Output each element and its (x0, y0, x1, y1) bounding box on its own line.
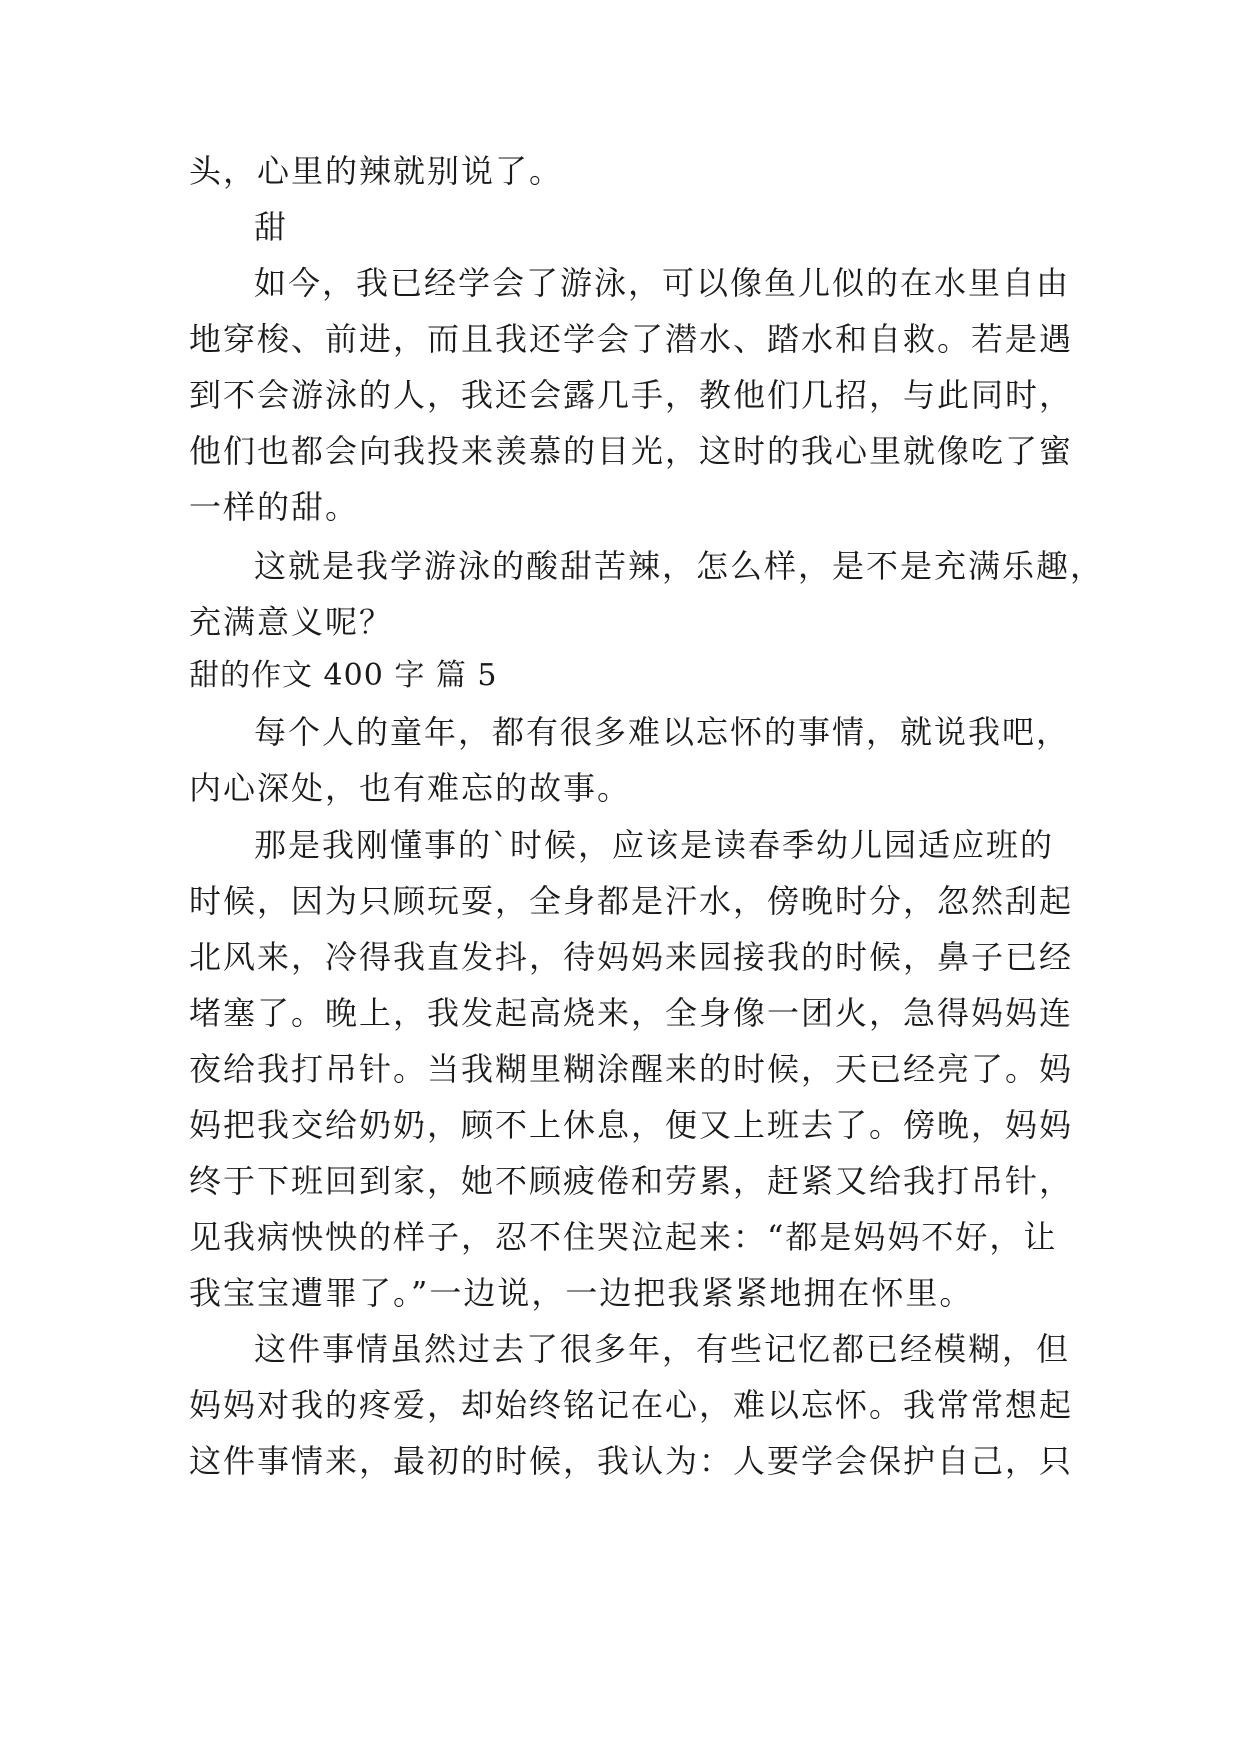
text-line: 这件事情虽然过去了很多年，有些记忆都已经模糊，但 (254, 1330, 1071, 1368)
essay-heading: 甜的作文 400 字 篇 5 (189, 658, 498, 693)
text-line: 他们也都会向我投来羡慕的目光，这时的我心里就像吃了蜜 (189, 432, 1074, 470)
text-line: 每个人的童年，都有很多难以忘怀的事情，就说我吧， (254, 713, 1071, 751)
text-line: 这件事情来，最初的时候，我认为：人要学会保护自己，只 (189, 1442, 1074, 1480)
text-line: 内心深处，也有难忘的故事。 (189, 769, 632, 807)
text-line: 北风来，冷得我直发抖，待妈妈来园接我的时候，鼻子已经 (189, 938, 1074, 976)
text-line: 时候，因为只顾玩耍，全身都是汗水，傍晚时分，忽然刮起 (189, 882, 1074, 920)
text-line: 一样的甜。 (189, 488, 360, 526)
text-line: 充满意义呢？ (189, 603, 394, 641)
text-line: 我宝宝遭罪了。”一边说，一边把我紧紧地拥在怀里。 (189, 1274, 974, 1312)
text-line: 妈把我交给奶奶，顾不上休息，便又上班去了。傍晚，妈妈 (189, 1106, 1074, 1144)
text-line: 到不会游泳的人，我还会露几手，教他们几招，与此同时， (189, 376, 1074, 414)
text-line: 妈妈对我的疼爱，却始终铭记在心，难以忘怀。我常常想起 (189, 1386, 1074, 1424)
text-line: 地穿梭、前进，而且我还学会了潜水、踏水和自救。若是遇 (189, 320, 1074, 358)
text-line: 终于下班回到家，她不顾疲倦和劳累，赶紧又给我打吊针， (189, 1162, 1074, 1200)
text-line: 如今，我已经学会了游泳，可以像鱼儿似的在水里自由 (254, 264, 1071, 302)
text-line: 这就是我学游泳的酸甜苦辣，怎么样，是不是充满乐趣， (254, 547, 1105, 585)
text-line: 见我病怏怏的样子，忍不住哭泣起来：“都是妈妈不好，让 (189, 1218, 1058, 1256)
text-line: 夜给我打吊针。当我糊里糊涂醒来的时候，天已经亮了。妈 (189, 1050, 1074, 1088)
text-line: 头，心里的辣就别说了。 (189, 152, 564, 190)
section-title-sweet: 甜 (254, 208, 289, 246)
text-line: 那是我刚懂事的`时候，应该是读春季幼儿园适应班的 (254, 826, 1055, 864)
text-line: 堵塞了。晚上，我发起高烧来，全身像一团火，急得妈妈连 (189, 994, 1074, 1032)
